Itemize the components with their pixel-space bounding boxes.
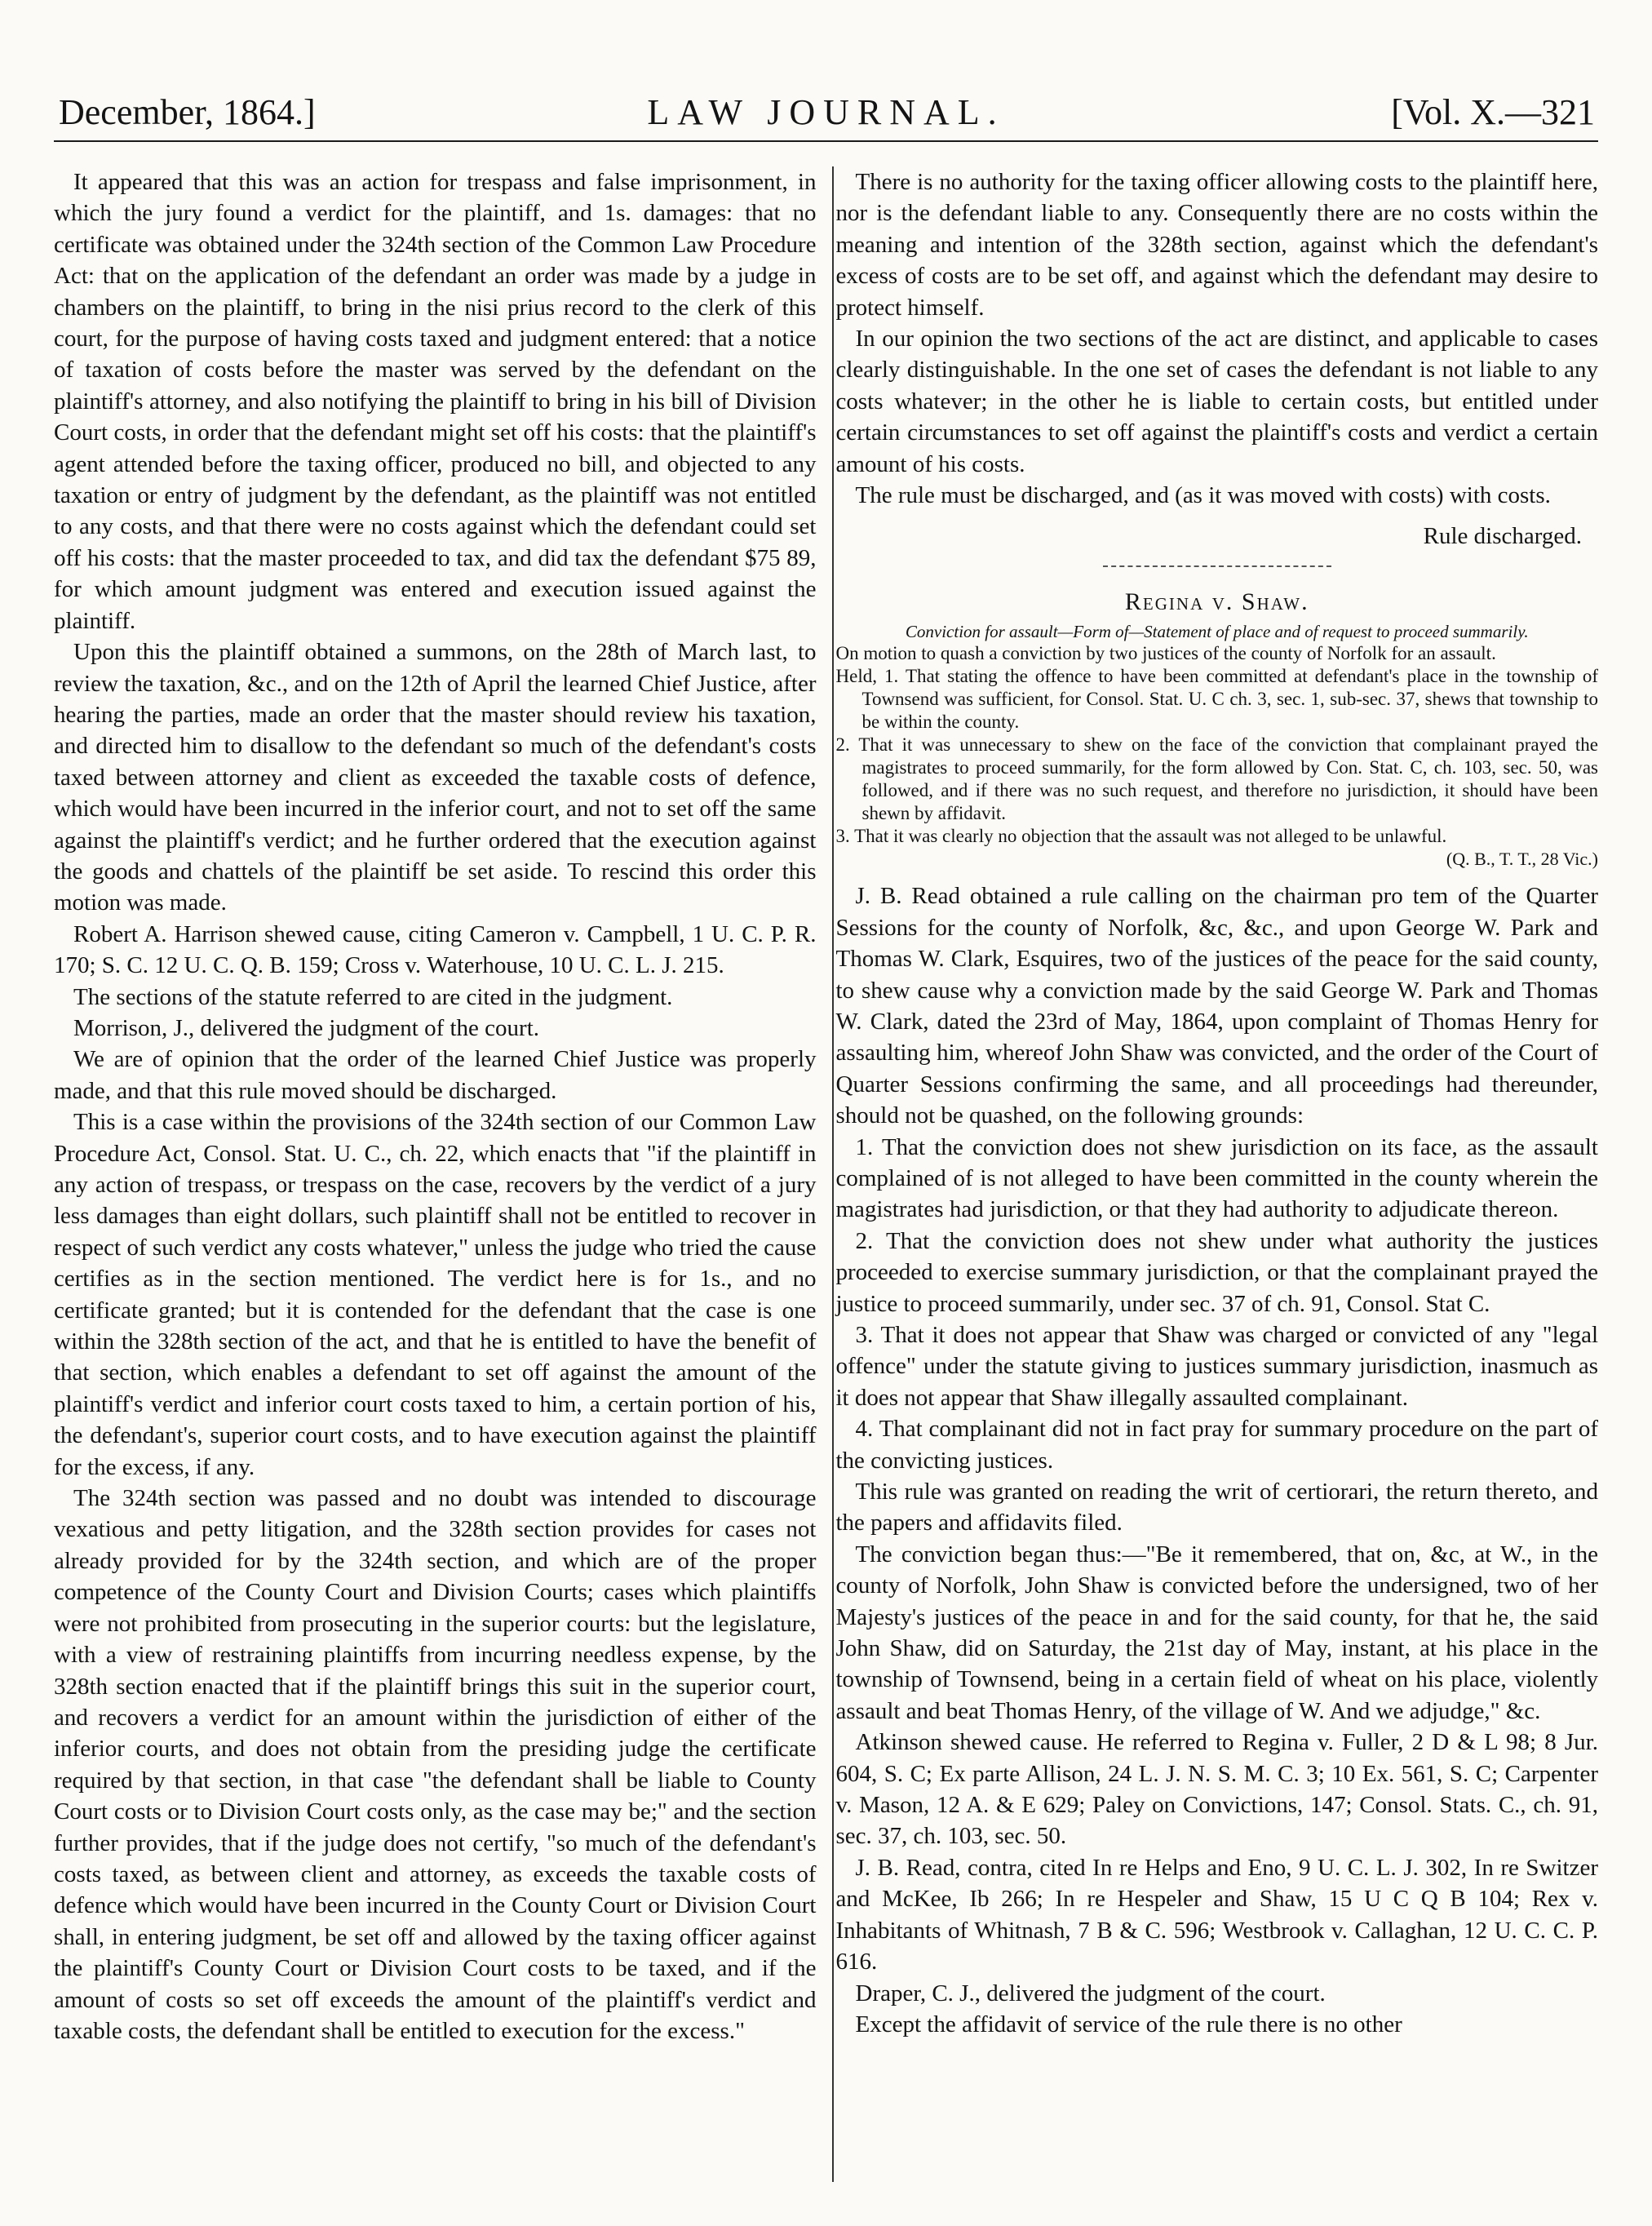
two-column-body [54,166,1598,2046]
paragraph: The rule must be discharged, and (as it was moved with costs) with costs. [855,482,1551,509]
paragraph: Upon this the plaintiff obtained a summons, on the 28th of March last, to review the taxation, &c., and on the 12th of April the learned Chief Justice, after hearing the parties, made an order that the master should review his taxation, and directed him to disallow to the defendant so much of the defendant's costs taxed between attorney and client as exceeded the taxable costs of defence, which would have been incurred in the inferior court, and not to set off the same against the plaintiff's verdict; and he further ordered that the execution against the goods and chattels of the plaintiff be set aside. To rescind this order this motion was made. [54,639,817,916]
column-divider [832,166,834,2182]
paragraph: J. B. Read obtained a rule calling on the chairman pro tem of the Quarter Sessions for the county of Norfolk, &c, &c., and upon George W. Park and Thomas W. Clark, Esquires, two of the justices of the peace for the said county, to shew cause why a conviction made by the said George W. Park and Thomas W. Clark, dated the 23rd of May, 1864, upon complaint of Thomas Henry for assaulting him, whereof John Shaw was convicted, and the order of the Court of Quarter Sessions confirming the same, and all proceedings had thereunder, should not be quashed, on the following grounds: [835,883,1598,1129]
rule-discharged-line: Rule discharged. [1423,523,1582,550]
left-column [54,166,817,2046]
paragraph: Morrison, J., delivered the judgment of the court. [73,1014,540,1041]
paragraph: The 324th section was passed and no doubt was intended to discourage vexatious and petty litigation, and the 328th section provides for cases not already provided for by the 324th section, and which are of the proper competence of the County Court and Division Courts; cases which plaintiffs were not prohibited from prosecuting in the superior courts: but the legislature, with a view of restraining plaintiffs from incurring needless expense, by the 328th section enacted that if the plaintiff brings this suit in the superior court, and recovers a verdict for an amount within the jurisdiction of either of the inferior courts, and does not obtain from the presiding judge the certificate required by that section, in that case "the defendant shall be liable to County Court costs or to Division Court costs only, as the case may be;" and the section further provides, that if the judge does not certify, "so much of the defendant's costs taxed, as between client and attorney, as exceeds the taxable costs of defence which would have been incurred in the County Court or Division Court shall, in entering judgment, be set off and allowed by the taxing officer against the plaintiff's County Court or Division Court costs to be taxed, and if the amount of costs so set off exceeds the amount of the plaintiff's verdict and taxable costs, the defendant shall be entitled to execution for the excess." [54,1485,817,2044]
case-held: 2. That it was unnecessary to shew on the face of the conviction that complainant prayed the magistrates to proceed summarily, for the form allowed by Con. Stat. C, ch. 103, sec. 50, was followed, and if there was no such request, and therefore no jurisdiction, it should have been shewn by affidavit. [835,734,1598,824]
case-citation: (Q. B., T. T., 28 Vic.) [1446,849,1598,870]
paragraph: Atkinson shewed cause. He referred to Regina v. Fuller, 2 D & L 98; 8 Jur. 604, S. C; Ex parte Allison, 24 L. J. N. S. M. C. 3; 10 Ex. 561, S. C; Carpenter v. Mason, 12 A. & E 629; Paley on Convictions, 147; Consol. Stats. C., ch. 91, sec. 37, ch. 103, sec. 50. [835,1729,1598,1850]
case-motion: On motion to quash a conviction by two justices of the county of Norfolk for an assault. [835,643,1496,664]
paragraph: 1. That the conviction does not shew jurisdiction on its face, as the assault complained of is not alleged to have been committed in the county wherein the magistrates had jurisdiction, or that they had authority to adjudicate thereon. [835,1133,1598,1223]
paragraph: 3. That it does not appear that Shaw was charged or convicted of any "legal offence" under the statute giving to justices summary jurisdiction, inasmuch as it does not appear that Shaw illegally assaulted complainant. [835,1321,1598,1411]
header-title: LAW JOURNAL. [647,92,1005,132]
paragraph: It appeared that this was an action for trespass and false imprisonment, in which the jury found a verdict for the plaintiff, and 1s. damages: that no certificate was obtained under the 324th section of the Common Law Procedure Act: that on the application of the defendant an order was made by a judge in chambers on the plaintiff, to bring in the nisi prius record to the clerk of this court, for the purpose of having costs taxed and judgment entered: that a notice of taxation of costs before the master was served by the defendant on the plaintiff's attorney, and also notifying the plaintiff to bring in his bill of Division Court costs, in order that the defendant might set off his costs: that the plaintiff's agent attended before the taxing officer, produced no bill, and objected to any taxation or entry of judgment by the defendant, as the plaintiff was not entitled to any costs, and that there were no costs against which the defendant could set off his costs: that the master proceeded to tax, and did tax the defendant $75 89, for which amount judgment was entered and execution issued against the plaintiff. [54,169,817,634]
paragraph: We are of opinion that the order of the learned Chief Justice was properly made, and that this rule moved should be discharged. [54,1046,817,1104]
case-title: Regina v. Shaw. [1124,588,1309,615]
header-date: December, 1864.] [59,92,316,132]
paragraph: The sections of the statute referred to are cited in the judgment. [73,983,673,1010]
section-divider [1103,565,1331,567]
header-volume: [Vol. X.—321 [1391,92,1595,132]
paragraph: The conviction began thus:—"Be it remembered, that on, &c, at W., in the county of Norfolk, John Shaw is convicted before the undersigned, two of her Majesty's justices of the peace in and for the said county, for that he, the said John Shaw, did on Saturday, the 21st day of May, instant, at his place in the township of Townsend, being in a certain field of wheat on his place, violently assault and beat Thomas Henry, of the village of W. And we adjudge," &c. [835,1541,1598,1724]
paragraph: Robert A. Harrison shewed cause, citing Cameron v. Campbell, 1 U. C. P. R. 170; S. C. 12 U. C. Q. B. 159; Cross v. Waterhouse, 10 U. C. L. J. 215. [54,920,817,979]
paragraph: J. B. Read, contra, cited In re Helps and Eno, 9 U. C. L. J. 302, In re Switzer and McKee, Ib 266; In re Hespeler and Shaw, 15 U C Q B 104; Rex v. Inhabitants of Whitnash, 7 B & C. 596; Westbrook v. Callaghan, 12 U. C. C. P. 616. [835,1854,1598,1975]
paragraph: 2. That the conviction does not shew under what authority the justices proceeded to exercise summary jurisdiction, or that the complainant prayed the justice to proceed summarily, under sec. 37 of ch. 91, Consol. Stat C. [835,1227,1598,1317]
case-subtitle: Conviction for assault—Form of—Statement of place and of request to proceed summarily. [905,622,1529,642]
paragraph: This is a case within the provisions of the 324th section of our Common Law Procedure Act, Consol. Stat. U. C., ch. 22, which enacts that "if the plaintiff in any action of trespass, or trespass on the case, recovers by the verdict of a jury less damages than eight dollars, such plaintiff shall not be entitled to recover in respect of such verdict any costs whatever," unless the judge who tried the cause certifies as in the section mentioned. The verdict here is for 1s., and no certificate granted; but it is contended for the defendant that the case is one within the 328th section of the act, and that he is entitled to have the benefit of that section, which enables a defendant to set off against the amount of the plaintiff's verdict and inferior court costs taxed to him, a certain portion of his, the defendant's, superior court costs, and to have execution against the plaintiff for the excess, if any. [54,1109,817,1480]
case-held: 3. That it was clearly no objection that the assault was not alleged to be unlawful. [835,826,1447,847]
paragraph: Except the affidavit of service of the rule there is no other [855,2011,1402,2038]
case-held: Held, 1. That stating the offence to have been committed at defendant's place in the township of Townsend was sufficient, for Consol. Stat. U. C ch. 3, sec. 1, sub-sec. 37, shews that township to be within the county. [835,666,1598,733]
running-header [54,91,1598,142]
paragraph: In our opinion the two sections of the act are distinct, and applicable to cases clearly distinguishable. In the one set of cases the defendant is not liable to any costs whatever; in the other he is liable to certain costs, but entitled under certain circumstances to set off against the plaintiff's costs and verdict a certain amount of his costs. [835,326,1598,477]
right-column [836,166,1599,2046]
paragraph: 4. That complainant did not in fact pray for summary procedure on the part of the convicting justices. [835,1416,1598,1474]
paragraph: Draper, C. J., delivered the judgment of the court. [855,1980,1326,2007]
paragraph: There is no authority for the taxing officer allowing costs to the plaintiff here, nor is the defendant liable to any. Consequently there are no costs within the meaning and intention of the 328th section, against which the defendant's excess of costs are to be set off, and against which the defendant may desire to protect himself. [835,169,1598,321]
paragraph: This rule was granted on reading the writ of certiorari, the return thereto, and the papers and affidavits filed. [835,1479,1598,1536]
